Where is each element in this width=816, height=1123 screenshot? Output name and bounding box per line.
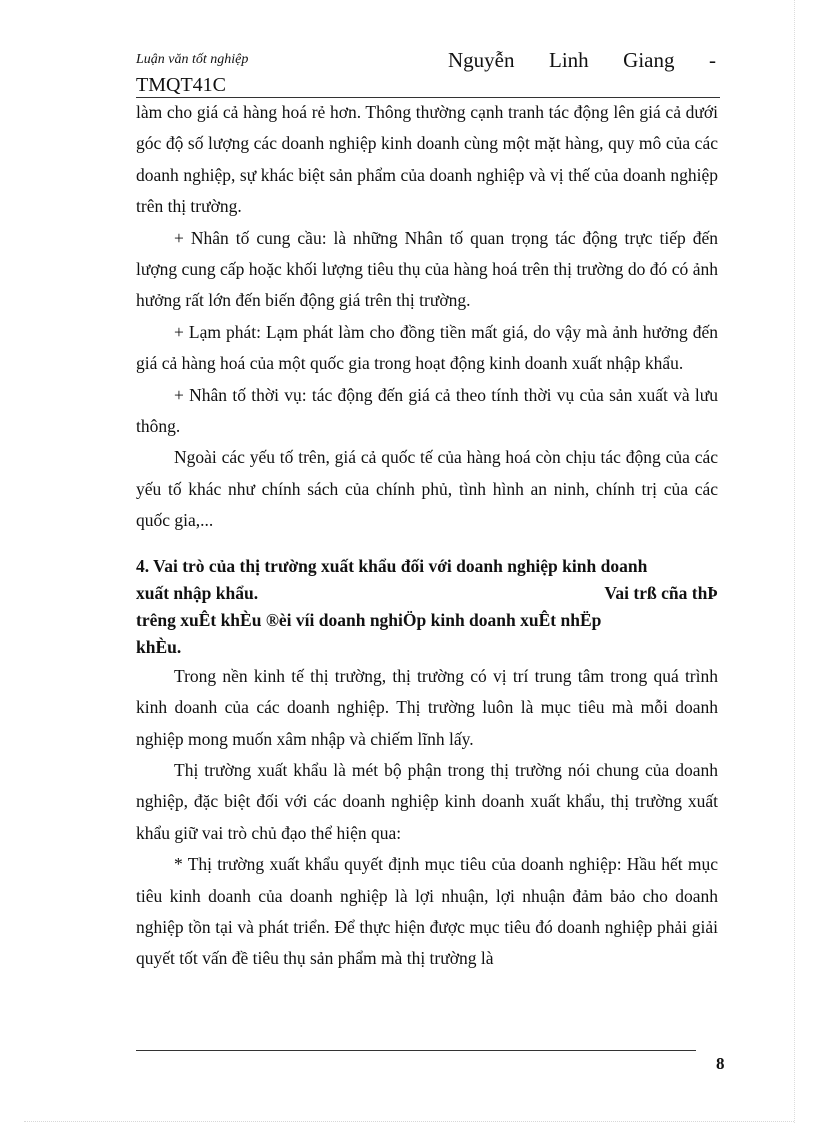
page-number: 8 <box>716 1054 725 1073</box>
page-edge-dotted <box>24 1121 794 1122</box>
section-heading-garbled: Vai trß cña thÞ <box>604 582 718 603</box>
section-heading-line <box>136 580 718 607</box>
paragraph: + Lạm phát: Lạm phát làm cho đồng tiền mất giá, do vậy mà ảnh hưởng đến giá cả hàng hoá của một quốc gia trong hoạt động kinh doanh xuất nhập khẩu. <box>136 321 718 374</box>
section-heading-line: 4. Vai trò của thị trường xuất khẩu đối với doanh nghiệp kinh doanh <box>136 555 648 576</box>
document-body <box>136 97 718 975</box>
paragraph: Ngoài các yếu tố trên, giá cả quốc tế của hàng hoá còn chịu tác động của các yếu tố khác như chính sách của chính phủ, tình hình an ninh, chính trị của các quốc gia,... <box>136 447 718 531</box>
author-word: Nguyễn <box>448 48 515 72</box>
header-author-name <box>448 48 716 73</box>
section-heading-text: xuất nhập khẩu. <box>136 582 259 603</box>
page-edge-dotted-vertical <box>794 0 795 1123</box>
section-heading <box>136 553 718 661</box>
header-class-code: TMQT41C <box>136 74 226 96</box>
paragraph: Trong nền kinh tế thị trường, thị trường có vị trí trung tâm trong quá trình kinh doanh của các doanh nghiệp. Thị trường luôn là mục tiêu mà mỗi doanh nghiệp mong muốn xâm nhập và chiếm lĩnh lấy. <box>136 665 718 749</box>
author-word: - <box>709 48 716 72</box>
author-word: Linh <box>549 48 589 72</box>
header-thesis-label: Luận văn tốt nghiệp <box>136 52 249 67</box>
paragraph: Thị trường xuất khẩu là mét bộ phận trong thị trường nói chung của doanh nghiệp, đặc biệt đối với các doanh nghiệp kinh doanh xuất khẩu, thị trường xuất khẩu giữ vai trò chủ đạo thể hiện qua: <box>136 759 718 843</box>
footer-divider <box>136 1050 696 1051</box>
section-heading-garbled-line: trêng xuÊt khÈu ®èi víi doanh nghiÖp kinh doanh xuÊt nhËp <box>136 609 602 630</box>
section-heading-garbled-line: khÈu. <box>136 636 182 657</box>
paragraph: * Thị trường xuất khẩu quyết định mục tiêu của doanh nghiệp: Hầu hết mục tiêu kinh doanh của doanh nghiệp là lợi nhuận, lợi nhuận đảm bảo cho doanh nghiệp tồn tại và phát triển. Để thực hiện được mục tiêu đó doanh nghiệp phải giải quyết tốt vấn đề tiêu thụ sản phẩm mà thị trường là <box>136 854 718 969</box>
spacer <box>136 537 718 553</box>
author-word: Giang <box>623 48 675 72</box>
paragraph: + Nhân tố thời vụ: tác động đến giá cả theo tính thời vụ của sản xuất và lưu thông. <box>136 384 718 437</box>
paragraph: + Nhân tố cung cầu: là những Nhân tố quan trọng tác động trực tiếp đến lượng cung cấp hoặc khối lượng tiêu thụ của hàng hoá trên thị trường do đó có ảnh hưởng rất lớn đến biến động giá trên thị trường. <box>136 227 718 311</box>
paragraph: làm cho giá cả hàng hoá rẻ hơn. Thông thường cạnh tranh tác động lên giá cả dưới góc độ số lượng các doanh nghiệp kinh doanh cùng một mặt hàng, quy mô của các doanh nghiệp, sự khác biệt sản phẩm của doanh nghiệp và vị thế của doanh nghiệp trên thị trường. <box>136 102 718 217</box>
